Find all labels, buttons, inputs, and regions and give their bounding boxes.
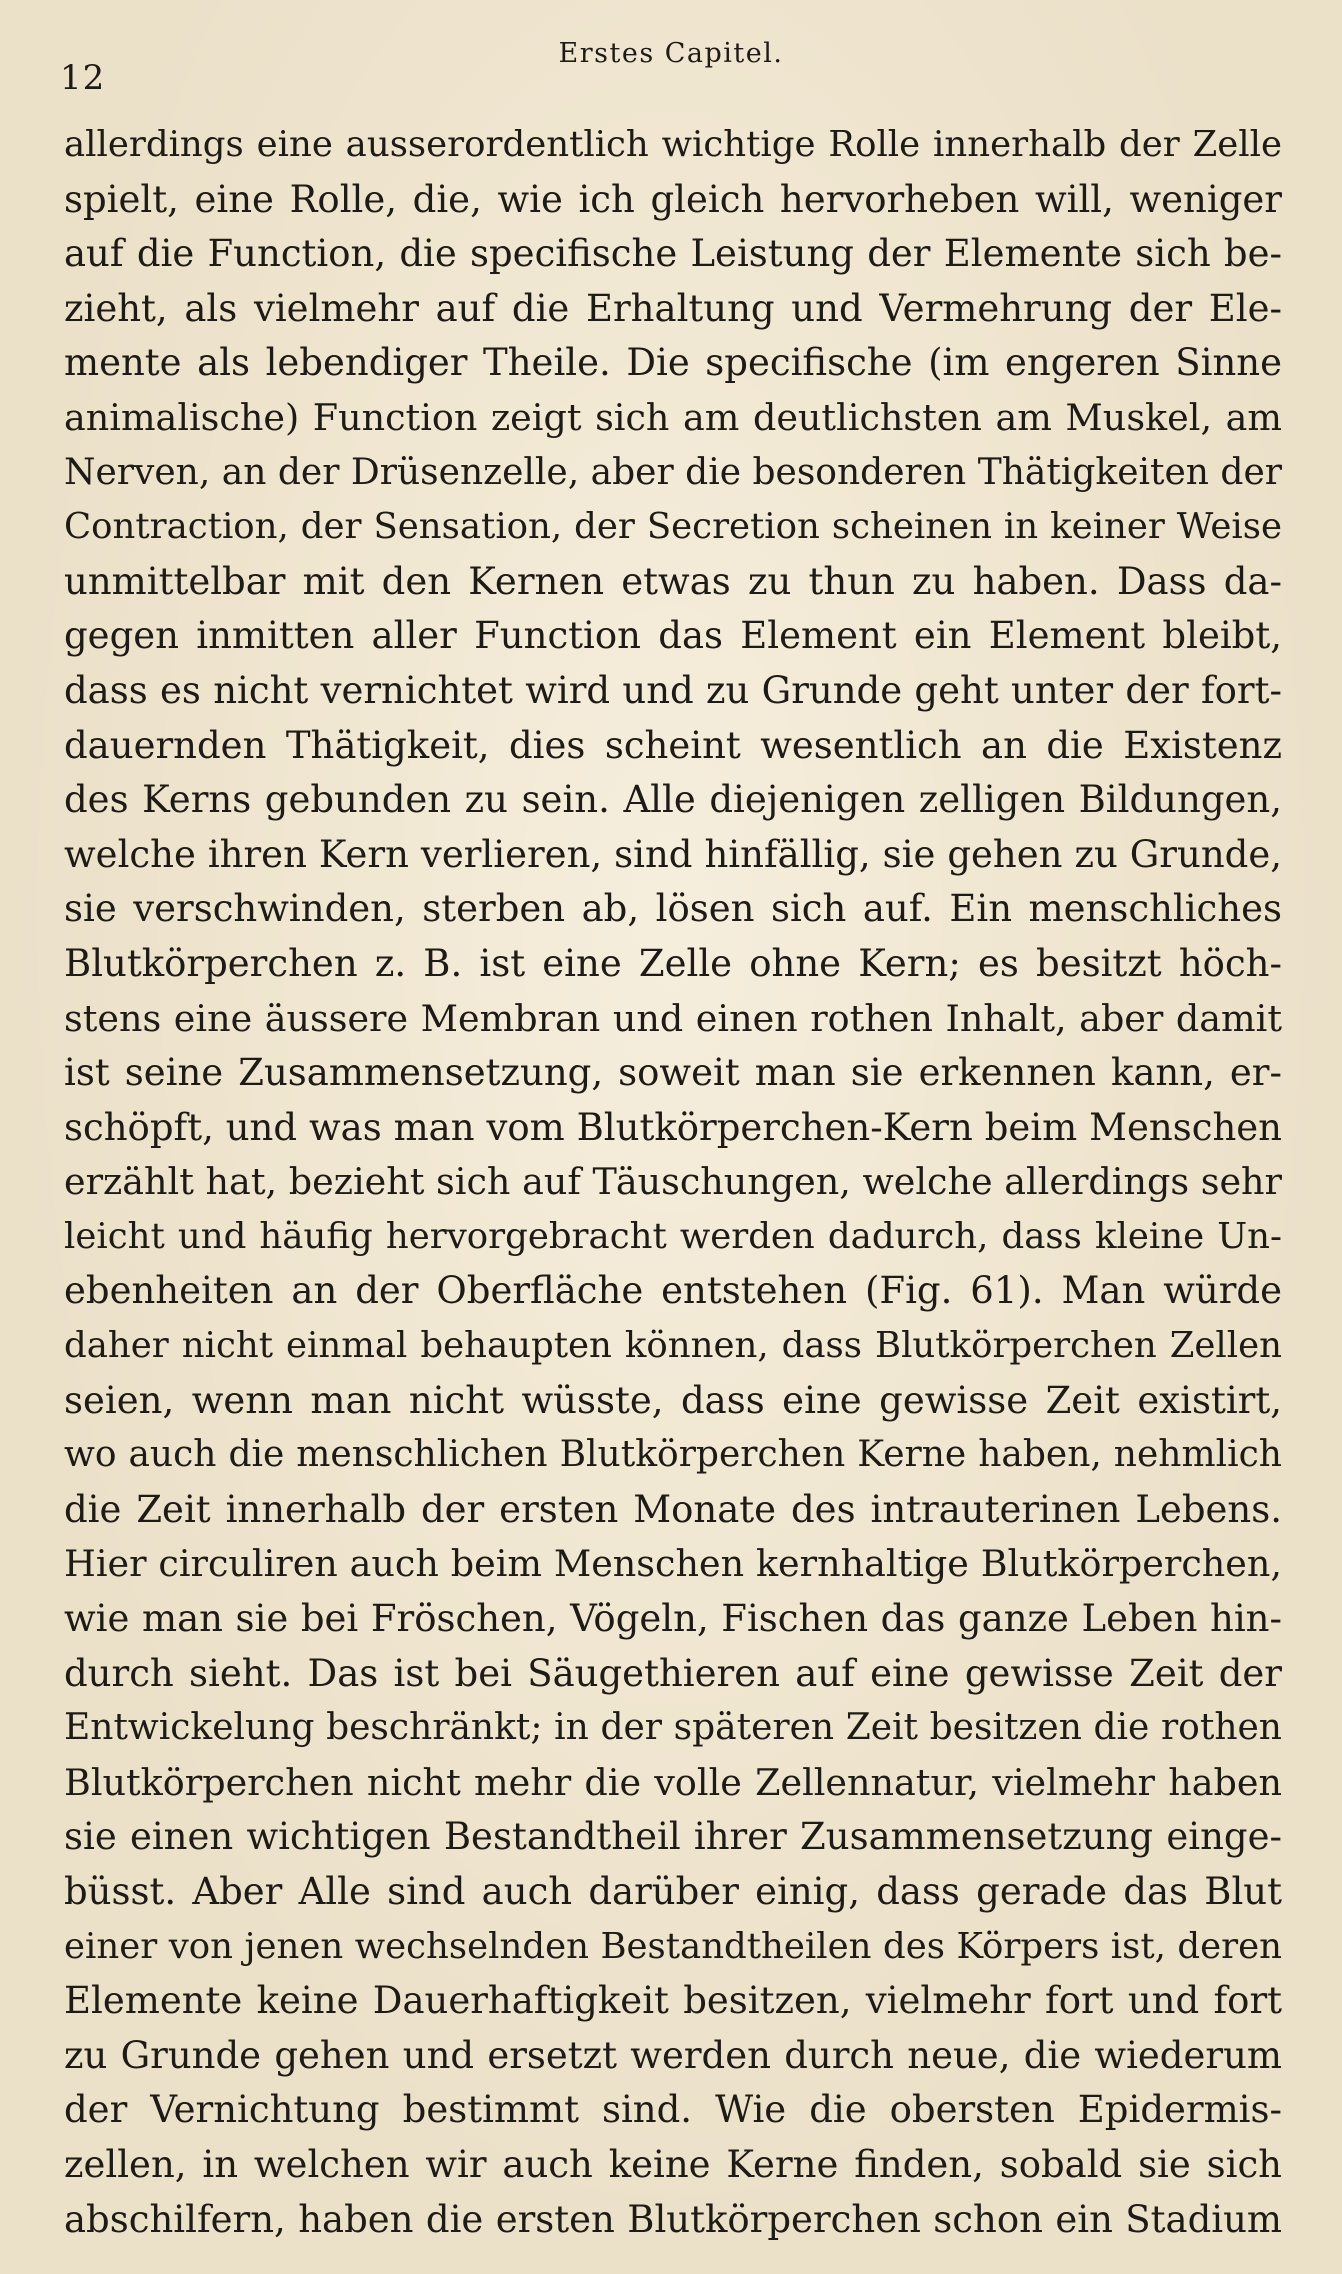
text-line: mente als lebendiger Theile. Die specifische (im engeren Sinne: [64, 341, 1282, 385]
text-line: Blutkörperchen z. B. ist eine Zelle ohne Kern; es besitzt höch-: [64, 941, 1282, 985]
text-line: stens eine äussere Membran und einen rothen Inhalt, aber damit: [64, 996, 1282, 1040]
running-title: Erstes Capitel.: [558, 38, 784, 69]
text-line: dass es nicht vernichtet wird und zu Grunde geht unter der fort-: [64, 668, 1282, 712]
text-line: zu Grunde gehen und ersetzt werden durch neue, die wiederum: [64, 2033, 1282, 2077]
text-line: unmittelbar mit den Kernen etwas zu thun zu haben. Dass da-: [64, 559, 1282, 603]
text-line: zieht, als vielmehr auf die Erhaltung und Vermehrung der Ele-: [64, 286, 1282, 330]
text-line: büsst. Aber Alle sind auch darüber einig, dass gerade das Blut: [64, 1870, 1282, 1913]
text-line: sie verschwinden, sterben ab, lösen sich auf. Ein menschliches: [64, 887, 1282, 931]
text-line: leicht und häufig hervorgebracht werden dadurch, dass kleine Un-: [64, 1215, 1282, 1257]
text-line: daher nicht einmal behaupten können, dass Blutkörperchen Zellen: [64, 1325, 1282, 1367]
text-line: Hier circuliren auch beim Menschen kernhaltige Blutkörperchen,: [64, 1542, 1282, 1586]
text-line: sie einen wichtigen Bestandtheil ihrer Zusammensetzung einge-: [64, 1815, 1282, 1859]
text-line: animalische) Function zeigt sich am deutlichsten am Muskel, am: [64, 395, 1282, 439]
text-line: Blutkörperchen nicht mehr die volle Zellennatur, vielmehr haben: [64, 1760, 1282, 1804]
text-line: allerdings eine ausserordentlich wichtige Rolle innerhalb der Zelle: [64, 124, 1282, 165]
text-line: erzählt hat, bezieht sich auf Täuschungen, welche allerdings sehr: [64, 1160, 1282, 1204]
page-number: 12: [60, 58, 106, 98]
text-line: spielt, eine Rolle, die, wie ich gleich hervorheben will, weniger: [64, 177, 1282, 221]
text-line: die Zeit innerhalb der ersten Monate des intrauterinen Lebens.: [64, 1487, 1282, 1531]
text-line: ist seine Zusammensetzung, soweit man sie erkennen kann, er-: [64, 1051, 1282, 1095]
text-line: schöpft, und was man vom Blutkörperchen-Kern beim Menschen: [64, 1105, 1282, 1149]
text-line: durch sieht. Das ist bei Säugethieren auf eine gewisse Zeit der: [64, 1651, 1282, 1695]
text-line: Nerven, an der Drüsenzelle, aber die besonderen Thätigkeiten der: [64, 451, 1282, 493]
text-line: abschilfern, haben die ersten Blutkörperchen schon ein Stadium: [64, 2197, 1282, 2241]
text-line: einer von jenen wechselnden Bestandtheilen des Körpers ist, deren: [64, 1925, 1282, 1967]
text-line: welche ihren Kern verlieren, sind hinfällig, sie gehen zu Grunde,: [64, 832, 1282, 876]
text-line: Contraction, der Sensation, der Secretion scheinen in keiner Weise: [64, 506, 1282, 548]
text-line: dauernden Thätigkeit, dies scheint wesentlich an die Existenz: [64, 723, 1282, 767]
text-line: des Kerns gebunden zu sein. Alle diejenigen zelligen Bildungen,: [64, 778, 1282, 822]
body-text: [64, 118, 1282, 2247]
text-line: Entwickelung beschränkt; in der späteren Zeit besitzen die rothen: [64, 1707, 1282, 1749]
text-line: gegen inmitten aller Function das Element ein Element bleibt,: [64, 614, 1282, 658]
text-line: zellen, in welchen wir auch keine Kerne finden, sobald sie sich: [64, 2142, 1282, 2186]
text-line: Elemente keine Dauerhaftigkeit besitzen, vielmehr fort und fort: [64, 1979, 1282, 2023]
text-line: wie man sie bei Fröschen, Vögeln, Fischen das ganze Leben hin-: [64, 1597, 1282, 1641]
text-line: seien, wenn man nicht wüsste, dass eine gewisse Zeit existirt,: [64, 1378, 1282, 1422]
text-line: auf die Function, die specifische Leistung der Elemente sich be-: [64, 232, 1282, 276]
text-line: ebenheiten an der Oberfläche entstehen (Fig. 61). Man würde: [64, 1269, 1282, 1313]
text-line: der Vernichtung bestimmt sind. Wie die obersten Epidermis-: [64, 2088, 1282, 2132]
text-line: wo auch die menschlichen Blutkörperchen Kerne haben, nehmlich: [64, 1434, 1282, 1476]
